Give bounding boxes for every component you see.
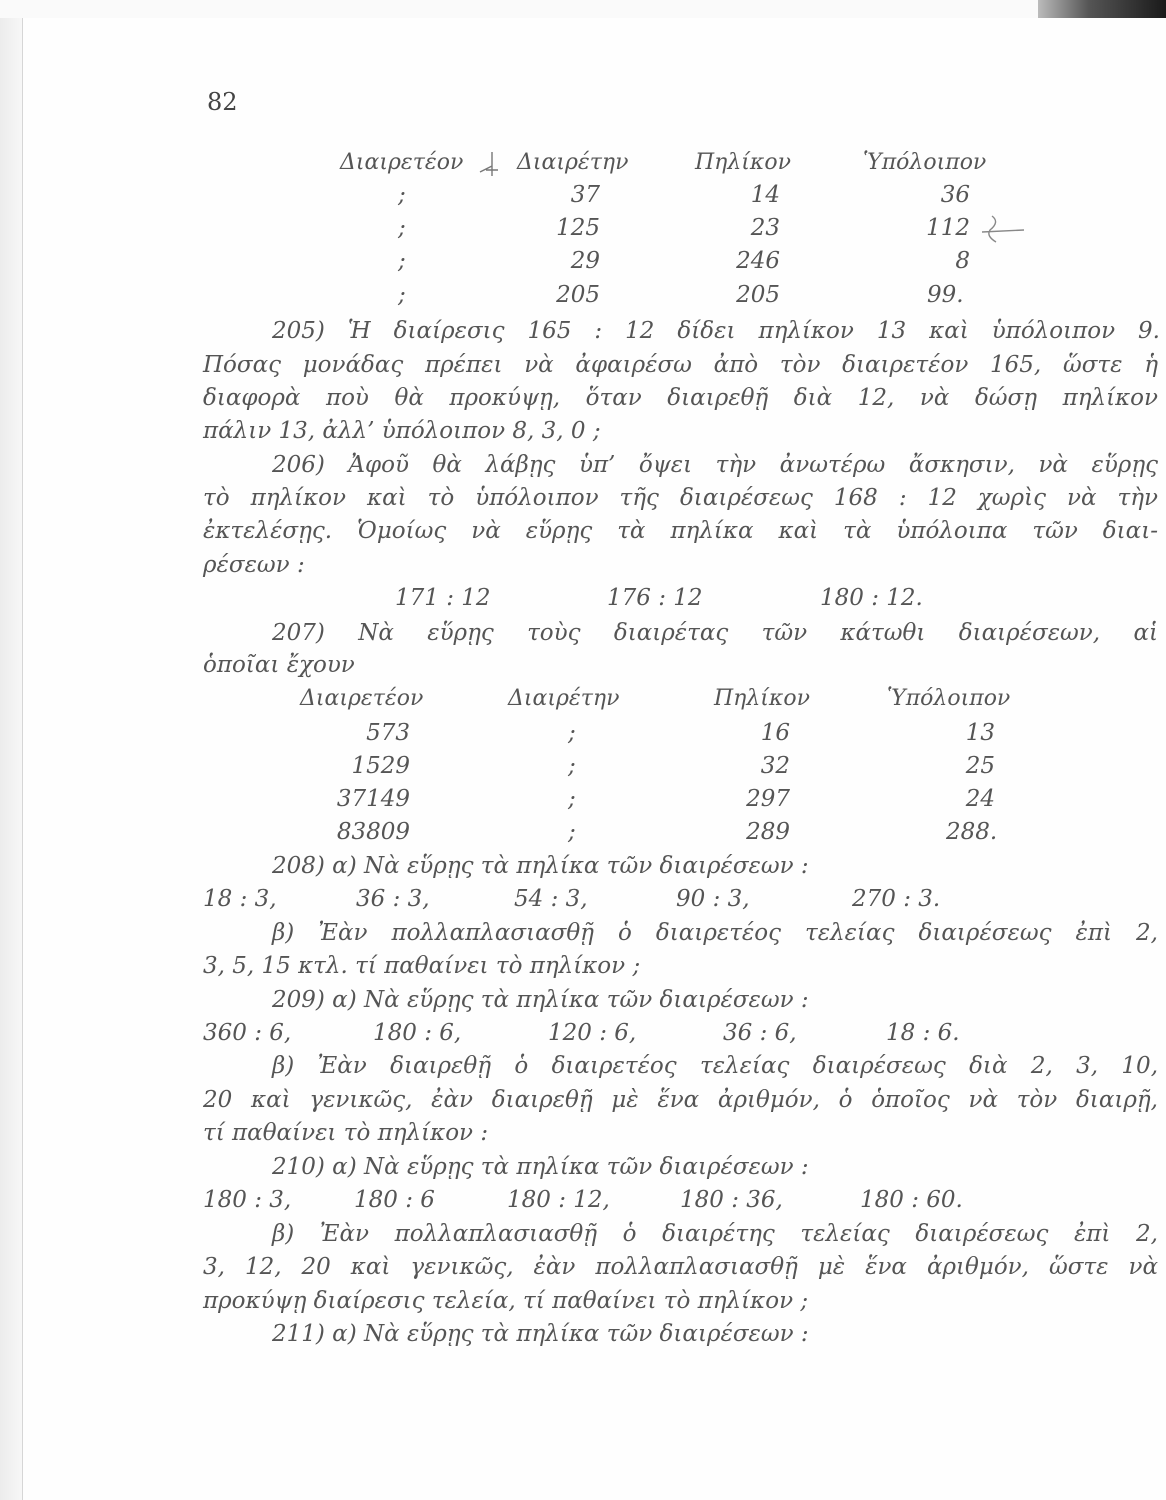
table1-cell: 112 xyxy=(926,215,970,241)
paragraph-line: διαφορὰ ποὺ θὰ προκύψῃ, ὅταν διαιρεθῇ διὰ 12, νὰ δώσῃ πηλίκον xyxy=(203,385,1158,411)
division-item: 270 : 3. xyxy=(852,886,941,912)
table2-header-remainder: Ὑπόλοιπον xyxy=(887,686,1011,711)
table2-cell: 297 xyxy=(746,786,790,812)
table2-cell: 32 xyxy=(760,753,790,779)
table1-cell: 29 xyxy=(570,248,600,274)
division-item: 180 : 6, xyxy=(373,1020,462,1046)
question-b-line: β) Ἐὰν πολλαπλασιασθῇ ὁ διαιρέτης τελείας διαιρέσεως ἐπὶ 2, xyxy=(272,1221,1158,1247)
paragraph-line: 207) Νὰ εὕρῃς τοὺς διαιρέτας τῶν κάτωθι διαιρέσεων, αἱ xyxy=(272,620,1158,646)
question-b-line: 3, 12, 20 καὶ γενικῶς, ἐὰν πολλαπλασιασθῇ μὲ ἕνα ἀριθμόν, ὥστε νὰ xyxy=(203,1254,1158,1280)
table1-cell: 23 xyxy=(750,215,780,241)
paragraph-line: πάλιν 13, ἀλλ’ ὑπόλοιπον 8, 3, 0 ; xyxy=(203,418,601,444)
table2-cell: 1529 xyxy=(351,753,410,779)
table2-header-divisor: Διαιρέτην xyxy=(508,686,620,711)
division-item: 18 : 6. xyxy=(886,1020,960,1046)
division-item: 360 : 6, xyxy=(203,1020,292,1046)
table2-cell: 24 xyxy=(965,786,995,812)
table1-cell: ; xyxy=(398,215,406,241)
scan-left-edge xyxy=(0,18,23,1500)
paragraph-line: 205) Ἡ διαίρεσις 165 : 12 δίδει πηλίκον 13 καὶ ὑπόλοιπον 9. xyxy=(272,318,1160,344)
division-item: 18 : 3, xyxy=(203,886,277,912)
table1-header-dividend: Διαιρετέον xyxy=(340,150,464,175)
question-b-line: β) Ἐὰν πολλαπλασιασθῇ ὁ διαιρετέος τελείας διαιρέσεως ἐπὶ 2, xyxy=(272,920,1158,946)
table2-cell: 83809 xyxy=(336,819,410,845)
table2-header-dividend: Διαιρετέον xyxy=(300,686,424,711)
table1-header-remainder: Ὑπόλοιπον xyxy=(863,150,987,175)
division-item: 54 : 3, xyxy=(514,886,588,912)
question-a: 210) α) Νὰ εὕρῃς τὰ πηλίκα τῶν διαιρέσεων : xyxy=(272,1154,809,1180)
question-b-line: β) Ἐὰν διαιρεθῇ ὁ διαιρετέος τελείας διαιρέσεως διὰ 2, 3, 10, xyxy=(272,1053,1158,1079)
table1-cell: 246 xyxy=(736,248,780,274)
table2-cell: 289 xyxy=(746,819,790,845)
table1-cell: 14 xyxy=(750,182,780,208)
table2-cell: 573 xyxy=(366,720,410,746)
division-item: 180 : 12, xyxy=(507,1187,610,1213)
table2-cell: ; xyxy=(568,753,576,779)
division-item: 90 : 3, xyxy=(676,886,750,912)
table2-cell: 13 xyxy=(965,720,995,746)
table1-header-divisor: Διαιρέτην xyxy=(517,150,629,175)
division-item: 120 : 6, xyxy=(548,1020,637,1046)
division-item: 176 : 12 xyxy=(607,585,703,611)
table1-cell: 99. xyxy=(927,282,964,308)
table1-cell: 37 xyxy=(570,182,600,208)
paragraph-line: τὸ πηλίκον καὶ τὸ ὑπόλοιπον τῆς διαιρέσεως 168 : 12 χωρὶς νὰ τὴν xyxy=(203,485,1158,511)
scan-top-margin xyxy=(0,0,1166,18)
question-a: 211) α) Νὰ εὕρῃς τὰ πηλίκα τῶν διαιρέσεων : xyxy=(272,1321,809,1347)
table1-cell: 205 xyxy=(736,282,780,308)
question-b-line: τί παθαίνει τὸ πηλίκον : xyxy=(203,1120,489,1146)
division-item: 180 : 12. xyxy=(820,585,923,611)
paragraph-line: ἐκτελέσῃς. Ὁμοίως νὰ εὕρῃς τὰ πηλίκα καὶ τὰ ὑπόλοιπα τῶν διαι- xyxy=(203,518,1158,544)
question-a: 209) α) Νὰ εὕρῃς τὰ πηλίκα τῶν διαιρέσεων : xyxy=(272,987,809,1013)
table2-cell: 37149 xyxy=(336,786,410,812)
paragraph-line: ὁποῖαι ἔχουν xyxy=(203,652,355,678)
table1-cell: ; xyxy=(398,248,406,274)
question-b-line: 20 καὶ γενικῶς, ἐὰν διαιρεθῇ μὲ ἕνα ἀριθμόν, ὁ ὁποῖος νὰ τὸν διαιρῇ, xyxy=(203,1087,1158,1113)
table2-cell: 288. xyxy=(946,819,998,845)
division-item: 180 : 6 xyxy=(354,1187,435,1213)
paragraph-line: Πόσας μονάδας πρέπει νὰ ἀφαιρέσω ἀπὸ τὸν διαιρετέον 165, ὥστε ἡ xyxy=(203,352,1158,378)
pencil-mark-icon xyxy=(478,148,518,178)
table2-header-quotient: Πηλίκον xyxy=(714,686,810,711)
table1-header-quotient: Πηλίκον xyxy=(695,150,791,175)
table1-cell: 125 xyxy=(556,215,600,241)
division-item: 180 : 3, xyxy=(203,1187,292,1213)
division-item: 36 : 3, xyxy=(356,886,430,912)
question-b-line: 3, 5, 15 κτλ. τί παθαίνει τὸ πηλίκον ; xyxy=(203,953,641,979)
table1-cell: 205 xyxy=(556,282,600,308)
division-item: 36 : 6, xyxy=(723,1020,797,1046)
paragraph-line: ρέσεων : xyxy=(203,552,305,578)
table2-cell: 25 xyxy=(965,753,995,779)
division-item: 180 : 36, xyxy=(680,1187,783,1213)
table2-cell: ; xyxy=(568,786,576,812)
table2-cell: 16 xyxy=(760,720,790,746)
table2-cell: ; xyxy=(568,819,576,845)
table1-cell: ; xyxy=(398,282,406,308)
question-b-line: προκύψῃ διαίρεσις τελεία, τί παθαίνει τὸ πηλίκον ; xyxy=(203,1288,809,1314)
division-item: 171 : 12 xyxy=(395,585,491,611)
table2-cell: ; xyxy=(568,720,576,746)
division-item: 180 : 60. xyxy=(860,1187,963,1213)
pencil-correction-icon xyxy=(978,212,1028,248)
paragraph-line: 206) Ἀφοῦ θὰ λάβῃς ὑπ’ ὄψει τὴν ἀνωτέρω ἄσκησιν, νὰ εὕρῃς xyxy=(272,452,1158,478)
page-number: 82 xyxy=(207,88,238,116)
table1-cell: 8 xyxy=(955,248,970,274)
table1-cell: ; xyxy=(398,182,406,208)
table1-cell: 36 xyxy=(940,182,970,208)
question-a: 208) α) Νὰ εὕρῃς τὰ πηλίκα τῶν διαιρέσεων : xyxy=(272,853,809,879)
